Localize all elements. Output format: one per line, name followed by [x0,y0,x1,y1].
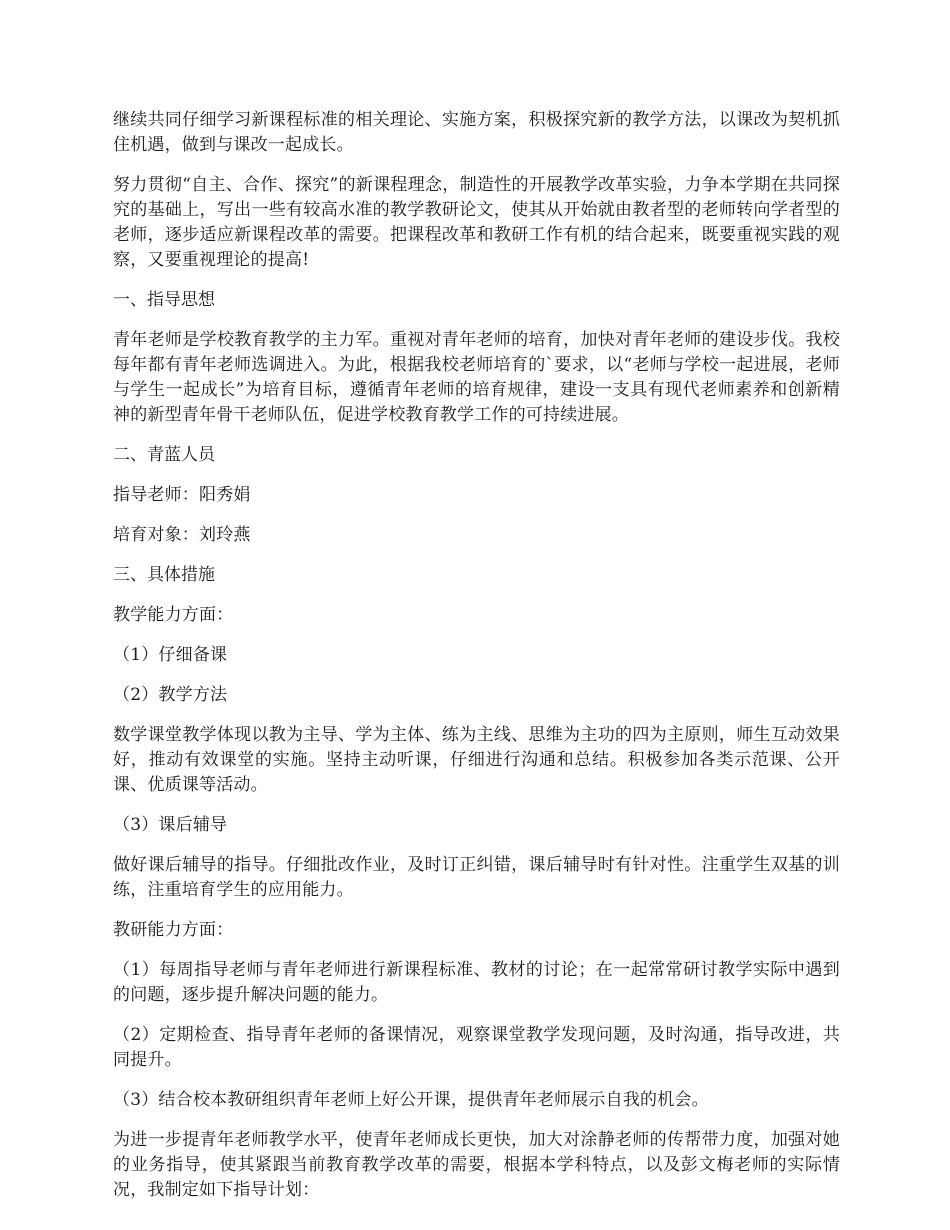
heading-guiding-thought: 一、指导思想 [113,290,215,310]
item-teaching-method: （2）教学方法 [113,685,228,705]
paragraph-curriculum-concept: 努力贯彻“自主、合作、探究”的新课程理念，制造性的开展教学改革实验，力争本学期在共同探究的基础上，写出一些有较高水准的教学教研论文，使其从开始就由教者型的老师转向学者型的老师，逐步适应新课程改革的需要。把课程改革和教研工作有机的结合起来，既要重视实践的观察，又要重视理论的提高! [113,175,840,270]
mentor-line: 指导老师：阳秀娟 [113,485,251,505]
paragraph-intro-study: 继续共同仔细学习新课程标准的相关理论、实施方案，积极探究新的教学方法，以课改为契机抓住机遇，做到与课改一起成长。 [113,110,840,155]
paragraph-after-class: 做好课后辅导的指导。仔细批改作业，及时订正纠错，课后辅导时有针对性。注重学生双基的训练，注重培育学生的应用能力。 [113,855,840,900]
subheading-research-ability: 教研能力方面： [113,920,234,940]
paragraph-plan-intro: 为进一步提青年老师教学水平，使青年老师成长更快，加大对涂静老师的传帮带力度，加强对她的业务指导，使其紧跟当前教育教学改革的需要，根据本学科特点，以及彭文梅老师的实际情况，我制定如下指导计划： [113,1130,840,1200]
item-weekly-discussion: （1）每周指导老师与青年老师进行新课程标准、教材的讨论；在一起常常研讨教学实际中遇到的问题，逐步提升解决问题的能力。 [113,960,840,1005]
heading-personnel: 二、青蓝人员 [113,445,215,465]
heading-measures: 三、具体措施 [113,565,215,585]
item-open-class: （3）结合校本教研组织青年老师上好公开课，提供青年老师展示自我的机会。 [113,1090,709,1110]
document-body [113,108,840,1218]
item-after-class: （3）课后辅导 [113,815,228,835]
paragraph-guiding-thought: 青年老师是学校教育教学的主力军。重视对青年老师的培育，加快对青年老师的建设步伐。我校每年都有青年老师选调进入。为此，根据我校老师培育的`要求，以“老师与学校一起进展，老师与学生一起成长”为培育目标，遵循青年老师的培育规律，建设一支具有现代老师素养和创新精神的新型青年骨干老师队伍，促进学校教育教学工作的可持续进展。 [113,330,840,425]
item-regular-check: （2）定期检查、指导青年老师的备课情况，观察课堂教学发现问题，及时沟通，指导改进，共同提升。 [113,1025,840,1070]
trainee-line: 培育对象：刘玲燕 [113,525,251,545]
paragraph-teaching-method: 数学课堂教学体现以教为主导、学为主体、练为主线、思维为主功的四为主原则，师生互动效果好，推动有效课堂的实施。坚持主动听课，仔细进行沟通和总结。积极参加各类示范课、公开课、优质课等活动。 [113,725,840,795]
item-lesson-prep: （1）仔细备课 [113,645,228,665]
subheading-teaching-ability: 教学能力方面： [113,605,234,625]
